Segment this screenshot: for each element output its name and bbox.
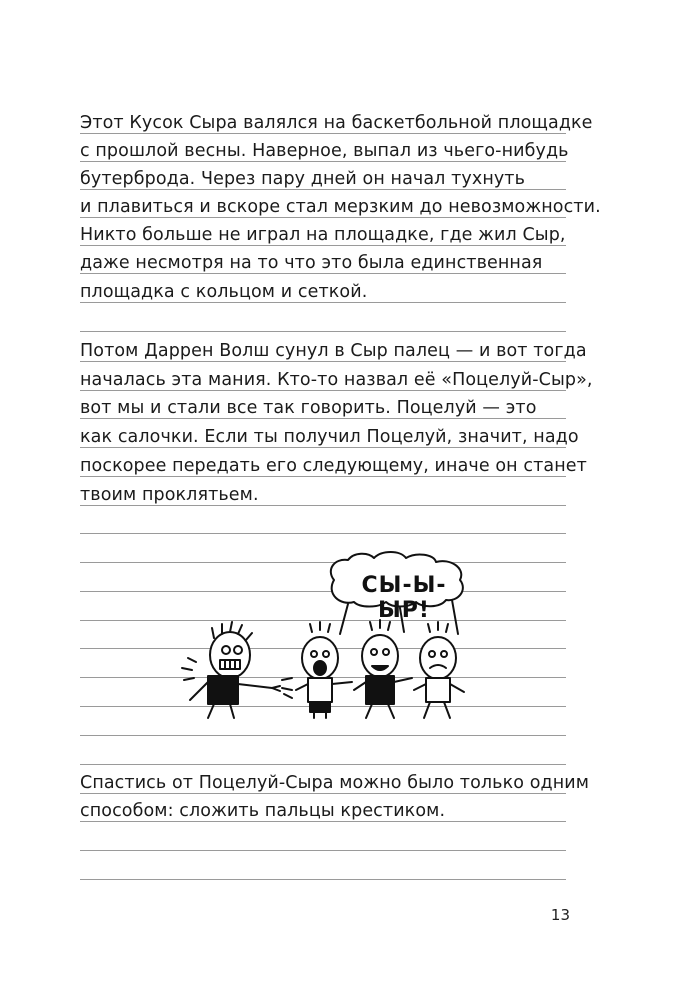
ruled-line xyxy=(80,764,566,765)
ruled-line xyxy=(80,793,566,794)
paragraph-1-line: Никто больше не играл на площадке, где жил Сыр, xyxy=(80,225,566,245)
ruled-line xyxy=(80,361,566,362)
paragraph-2-line: Потом Даррен Волш сунул в Сыр палец — и вот тогда xyxy=(80,341,587,361)
paragraph-3-line: способом: сложить пальцы крестиком. xyxy=(80,801,446,821)
paragraph-1-line: бутерброда. Через пару дней он начал тухнуть xyxy=(80,169,526,189)
ruled-line xyxy=(80,505,566,506)
ruled-line xyxy=(80,821,566,822)
ruled-line xyxy=(80,390,566,391)
paragraph-2-line: твоим проклятьем. xyxy=(80,485,259,505)
paragraph-2-line: вот мы и стали все так говорить. Поцелуй — это xyxy=(80,398,537,418)
page-number: 13 xyxy=(550,906,570,924)
paragraph-1-line: площадка с кольцом и сеткой. xyxy=(80,282,368,302)
ruled-line xyxy=(80,245,566,246)
ruled-line xyxy=(80,735,566,736)
ruled-line xyxy=(80,161,566,162)
ruled-line xyxy=(80,533,566,534)
ruled-line xyxy=(80,850,566,851)
ruled-line xyxy=(80,302,566,303)
ruled-line xyxy=(80,133,566,134)
ruled-line xyxy=(80,476,566,477)
ruled-line xyxy=(80,879,566,880)
paragraph-2-line: началась эта мания. Кто-то назвал её «Поцелуй-Сыр», xyxy=(80,370,593,390)
ruled-line xyxy=(80,418,566,419)
paragraph-2-line: как салочки. Если ты получил Поцелуй, значит, надо xyxy=(80,427,579,447)
ruled-line xyxy=(80,189,566,190)
paragraph-1-line: даже несмотря на то что это была единственная xyxy=(80,253,543,273)
paragraph-1-line: Этот Кусок Сыра валялся на баскетбольной площадке xyxy=(80,113,593,133)
ruled-line xyxy=(80,273,566,274)
paragraph-3-line: Спастись от Поцелуй-Сыра можно было только одним xyxy=(80,773,590,793)
ruled-line xyxy=(80,217,566,218)
ruled-line xyxy=(80,447,566,448)
paragraph-2-line: поскорее передать его следующему, иначе он станет xyxy=(80,456,587,476)
speech-bubble-text: СЫ-Ы-ЫР! xyxy=(361,573,447,623)
ruled-line xyxy=(80,331,566,332)
paragraph-1-line: и плавиться и вскоре стал мерзким до невозможности. xyxy=(80,197,601,217)
paragraph-1-line: с прошлой весны. Наверное, выпал из чьего-нибудь xyxy=(80,141,569,161)
